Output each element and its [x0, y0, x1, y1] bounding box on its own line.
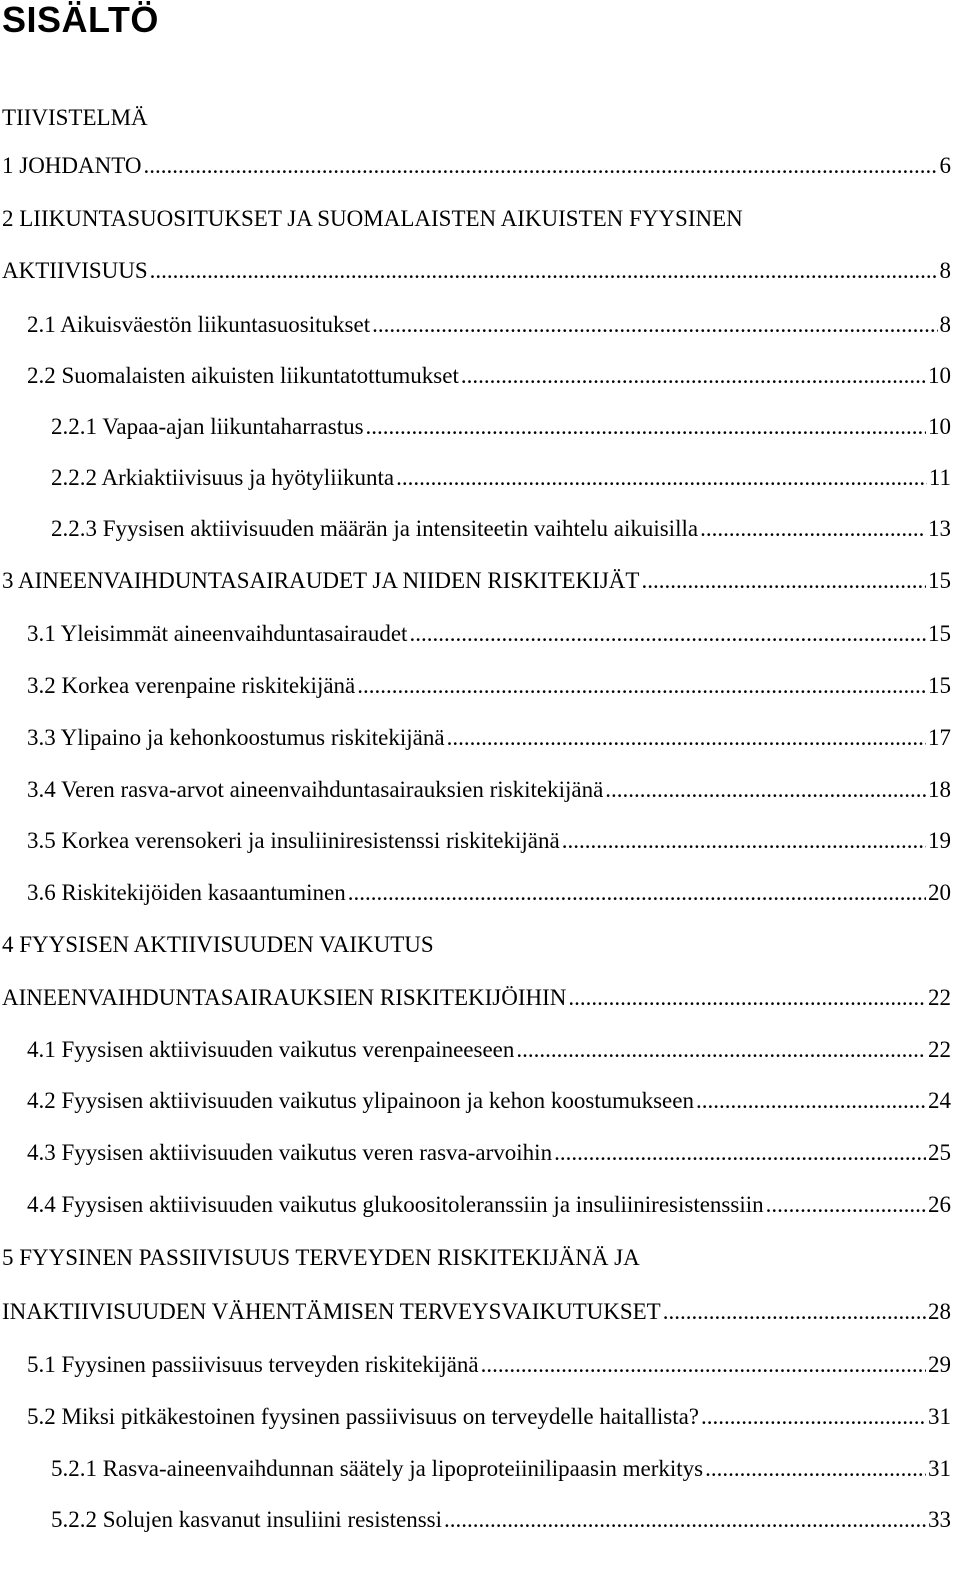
toc-entry-2-2[interactable]	[27, 362, 951, 390]
toc-page-number: 10	[928, 363, 951, 388]
dot-leader	[144, 152, 938, 180]
toc-page-number: 10	[928, 414, 951, 439]
dot-leader	[766, 1191, 926, 1219]
toc-page-number: 13	[928, 516, 951, 541]
toc-entry-label: 3.1 Yleisimmät aineenvaihduntasairaudet	[27, 621, 408, 646]
toc-entry-label: 5.2.2 Solujen kasvanut insuliini resistenssi	[51, 1507, 442, 1532]
toc-entry-3-2[interactable]	[27, 672, 951, 700]
toc-page-number: 19	[928, 828, 951, 853]
toc-entry-5-2-2[interactable]	[51, 1506, 951, 1534]
dot-leader	[605, 776, 926, 804]
dot-leader	[348, 879, 926, 907]
toc-entry-2[interactable]	[2, 257, 951, 285]
dot-leader	[568, 984, 926, 1012]
toc-entry-label: 2.2.2 Arkiaktiivisuus ja hyötyliikunta	[51, 465, 395, 490]
toc-entry-3[interactable]	[2, 567, 951, 595]
toc-entry-label: 3.4 Veren rasva-arvot aineenvaihduntasairauksien riskitekijänä	[27, 777, 604, 802]
dot-leader	[461, 362, 926, 390]
toc-page-number: 11	[928, 465, 951, 490]
dot-leader	[372, 311, 937, 339]
toc-entry-label: 4.1 Fyysisen aktiivisuuden vaikutus verenpaineeseen	[27, 1037, 515, 1062]
dot-leader	[447, 724, 926, 752]
toc-entry-4-2[interactable]	[27, 1087, 951, 1115]
toc-page-number: 8	[939, 258, 951, 283]
toc-page-number: 26	[928, 1192, 951, 1217]
dot-leader	[696, 1087, 926, 1115]
toc-entry-2-1[interactable]	[27, 311, 951, 339]
toc-entry-label: 5.1 Fyysinen passiivisuus terveyden riskitekijänä	[27, 1352, 479, 1377]
toc-entry-label: 5.2 Miksi pitkäkestoinen fyysinen passiivisuus on terveydelle haitallista?	[27, 1404, 699, 1429]
toc-entry-3-4[interactable]	[27, 776, 951, 804]
toc-entry-2-2-2[interactable]	[51, 464, 951, 492]
toc-entry-4-3[interactable]	[27, 1139, 951, 1167]
toc-entry-4-4[interactable]	[27, 1191, 951, 1219]
dot-leader	[641, 567, 926, 595]
toc-page-number: 17	[928, 725, 951, 750]
dot-leader	[444, 1506, 926, 1534]
dot-leader	[700, 515, 926, 543]
toc-entry-5-line1: 5 FYYSINEN PASSIIVISUUS TERVEYDEN RISKITEKIJÄNÄ JA	[2, 1245, 640, 1270]
toc-entry-4-1[interactable]	[27, 1036, 951, 1064]
toc-entry-3-5[interactable]	[27, 827, 951, 855]
dot-leader	[554, 1139, 926, 1167]
toc-entry-3-1[interactable]	[27, 620, 951, 648]
toc-page-number: 31	[928, 1456, 951, 1481]
toc-entry-label: INAKTIIVISUUDEN VÄHENTÄMISEN TERVEYSVAIKUTUKSET	[2, 1299, 661, 1324]
toc-page-number: 24	[928, 1088, 951, 1113]
toc-page-number: 15	[928, 568, 951, 593]
toc-entry-label: 4.3 Fyysisen aktiivisuuden vaikutus veren rasva-arvoihin	[27, 1140, 553, 1165]
toc-page-number: 20	[928, 880, 951, 905]
toc-entry-label: 2.1 Aikuisväestön liikuntasuositukset	[27, 312, 371, 337]
toc-page-number: 6	[939, 153, 951, 178]
toc-page-number: 8	[939, 312, 951, 337]
toc-entry-5[interactable]	[2, 1298, 951, 1326]
toc-page-number: 25	[928, 1140, 951, 1165]
toc-page-number: 29	[928, 1352, 951, 1377]
toc-page-number: 22	[928, 985, 951, 1010]
dot-leader	[357, 672, 926, 700]
toc-page-number: 33	[928, 1507, 951, 1532]
toc-entry-2-2-3[interactable]	[51, 515, 951, 543]
toc-page-number: 28	[928, 1299, 951, 1324]
toc-entry-5-1[interactable]	[27, 1351, 951, 1379]
dot-leader	[409, 620, 926, 648]
toc-entry-label: 1 JOHDANTO	[2, 153, 142, 178]
toc-entry-label: 3.3 Ylipaino ja kehonkoostumus riskitekijänä	[27, 725, 445, 750]
dot-leader	[705, 1455, 926, 1483]
toc-entry-3-3[interactable]	[27, 724, 951, 752]
toc-page-number: 18	[928, 777, 951, 802]
toc-entry-label: AKTIIVISUUS	[2, 258, 148, 283]
dot-leader	[366, 413, 926, 441]
toc-entry-label: AINEENVAIHDUNTASAIRAUKSIEN RISKITEKIJÖIHIN	[2, 985, 567, 1010]
toc-tiivistelma: TIIVISTELMÄ	[2, 105, 148, 130]
toc-entry-label: 3.5 Korkea verensokeri ja insuliiniresistenssi riskitekijänä	[27, 828, 560, 853]
dot-leader	[481, 1351, 926, 1379]
toc-entry-2-line1: 2 LIIKUNTASUOSITUKSET JA SUOMALAISTEN AIKUISTEN FYYSINEN	[2, 206, 743, 231]
toc-entry-label: 3 AINEENVAIHDUNTASAIRAUDET JA NIIDEN RISKITEKIJÄT	[2, 568, 640, 593]
toc-page-number: 15	[928, 621, 951, 646]
toc-entry-4-line1: 4 FYYSISEN AKTIIVISUUDEN VAIKUTUS	[2, 932, 434, 957]
dot-leader	[663, 1298, 926, 1326]
toc-page-number: 22	[928, 1037, 951, 1062]
toc-entry-label: 3.2 Korkea verenpaine riskitekijänä	[27, 673, 356, 698]
toc-entry-4[interactable]	[2, 984, 951, 1012]
dot-leader	[150, 257, 938, 285]
toc-entry-label: 4.4 Fyysisen aktiivisuuden vaikutus glukoositoleranssiin ja insuliiniresistenssiin	[27, 1192, 764, 1217]
toc-entry-1[interactable]	[2, 152, 951, 180]
page-title: SISÄLTÖ	[2, 0, 159, 40]
dot-leader	[516, 1036, 926, 1064]
toc-entry-label: 2.2.3 Fyysisen aktiivisuuden määrän ja intensiteetin vaihtelu aikuisilla	[51, 516, 699, 541]
toc-page-number: 15	[928, 673, 951, 698]
toc-entry-5-2[interactable]	[27, 1403, 951, 1431]
toc-entry-3-6[interactable]	[27, 879, 951, 907]
dot-leader	[396, 464, 927, 492]
dot-leader	[562, 827, 926, 855]
toc-entry-label: 4.2 Fyysisen aktiivisuuden vaikutus ylipainoon ja kehon koostumukseen	[27, 1088, 694, 1113]
toc-entry-label: 5.2.1 Rasva-aineenvaihdunnan säätely ja lipoproteiinilipaasin merkitys	[51, 1456, 704, 1481]
toc-entry-label: 3.6 Riskitekijöiden kasaantuminen	[27, 880, 346, 905]
dot-leader	[701, 1403, 926, 1431]
toc-page-number: 31	[928, 1404, 951, 1429]
toc-entry-2-2-1[interactable]	[51, 413, 951, 441]
toc-entry-label: 2.2 Suomalaisten aikuisten liikuntatottumukset	[27, 363, 459, 388]
toc-entry-label: 2.2.1 Vapaa-ajan liikuntaharrastus	[51, 414, 364, 439]
toc-entry-5-2-1[interactable]	[51, 1455, 951, 1483]
